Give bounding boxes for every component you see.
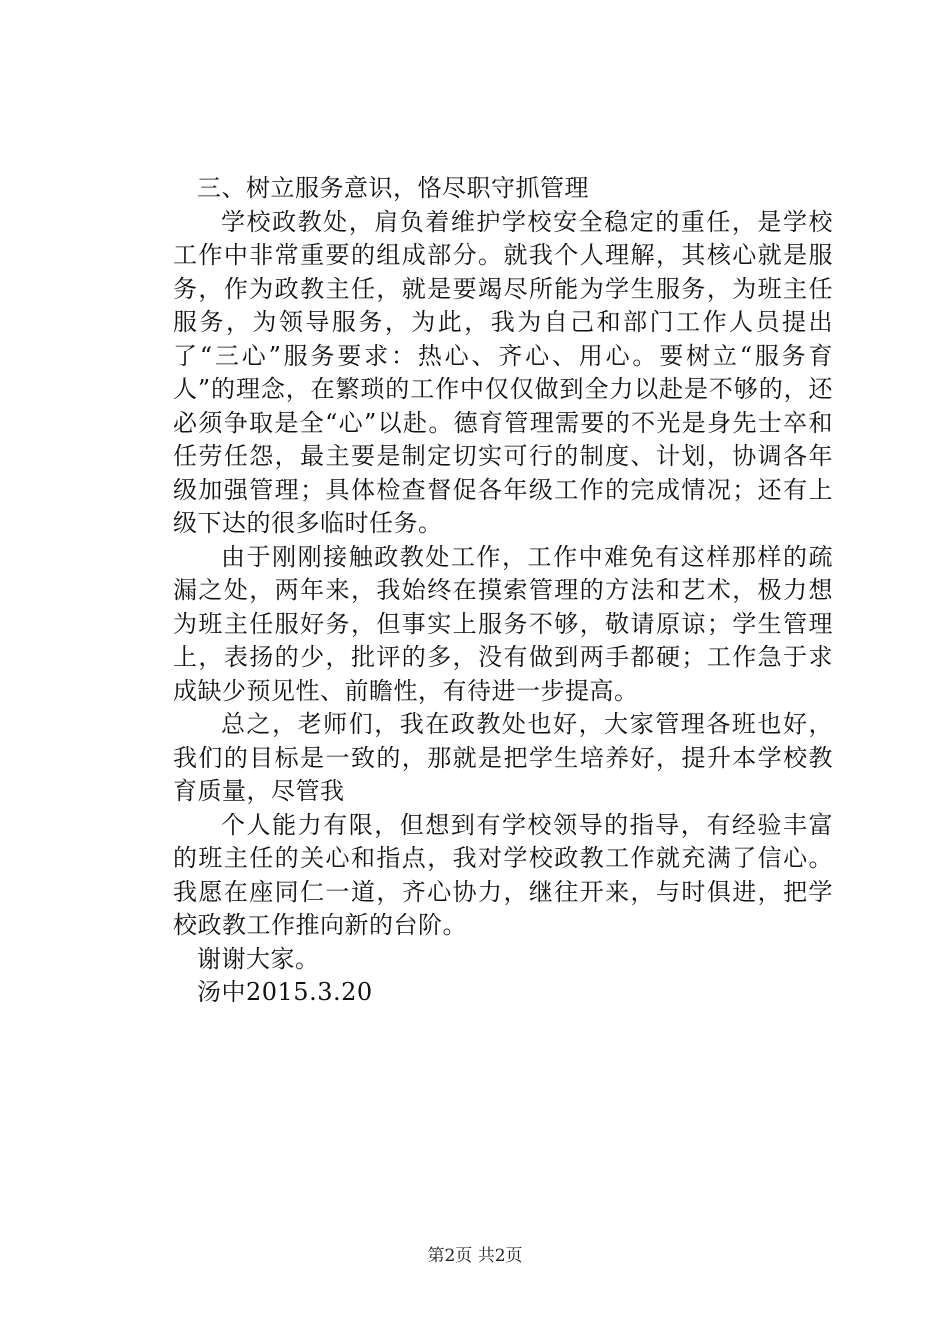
signature-line: 汤中2015.3.20	[197, 978, 373, 1006]
document-body	[173, 172, 833, 1010]
paragraph-service: 学校政教处，肩负着维护学校安全稳定的重任，是学校工作中非常重要的组成部分。就我个人理解，其核心就是服务，作为政教主任，就是要竭尽所能为学生服务，为班主任服务，为领导服务，为此，我为自己和部门工作人员提出了“三心”服务要求：热心、齐心、用心。要树立“服务育人”的理念，在繁琐的工作中仅仅做到全力以赴是不够的，还必须争取是全“心”以赴。德育管理需要的不光是身先士卒和任劳任怨，最主要是制定切实可行的制度、计划，协调各年级加强管理；具体检查督促各年级工作的完成情况；还有上级下达的很多临时任务。	[173, 207, 833, 537]
page-footer: 第2页 共2页	[427, 1246, 523, 1266]
paragraph-shortcomings: 由于刚刚接触政教处工作，工作中难免有这样那样的疏漏之处，两年来，我始终在摸索管理的方法和艺术，极力想为班主任服好务，但事实上服务不够，敬请原谅；学生管理上，表扬的少，批评的多，没有做到两手都硬；工作急于求成缺少预见性、前瞻性，有待进一步提高。	[173, 542, 833, 705]
paragraph-confidence: 个人能力有限，但想到有学校领导的指导，有经验丰富的班主任的关心和指点，我对学校政教工作就充满了信心。我愿在座同仁一道，齐心协力，继往开来，与时俱进，把学校政教工作推向新的台阶。	[173, 810, 833, 939]
section-heading: 三、树立服务意识，恪尽职守抓管理	[197, 174, 589, 202]
paragraph-goal: 总之，老师们，我在政教处也好，大家管理各班也好，我们的目标是一致的，那就是把学生培养好，提升本学校教育质量，尽管我	[173, 710, 833, 805]
thanks-line: 谢谢大家。	[197, 944, 320, 973]
